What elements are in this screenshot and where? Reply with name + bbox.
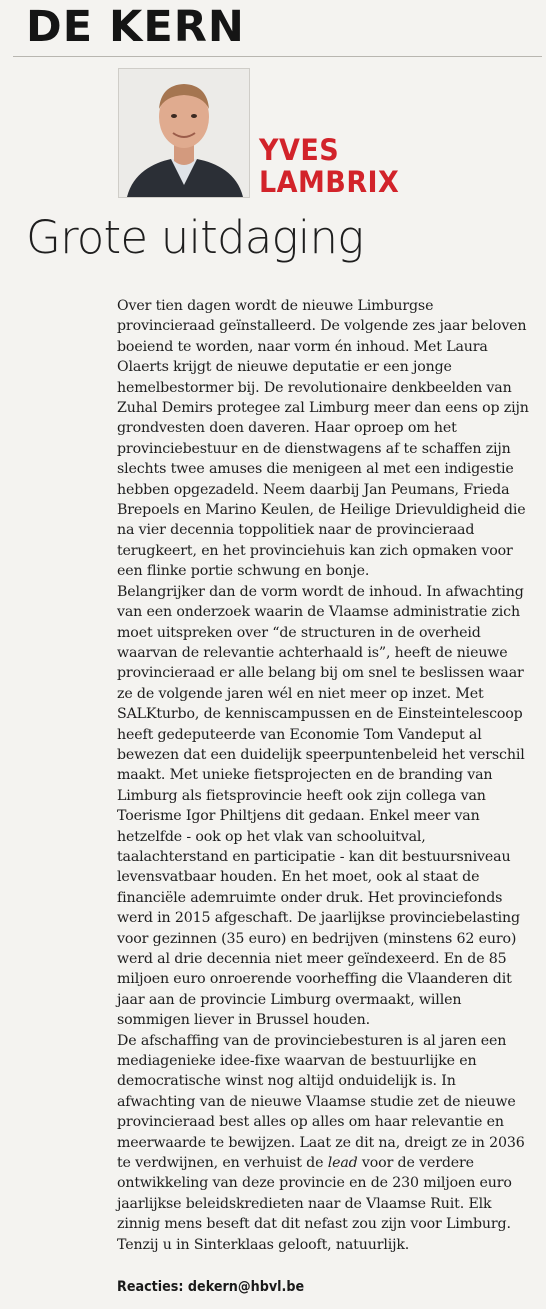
author-byline	[259, 134, 399, 198]
article-paragraph	[117, 1031, 532, 1255]
article-headline: Grote uitdaging	[26, 211, 364, 264]
paragraph-text: De afschaffing van de provinciebesturen is al jaren een mediagenieke idee-fixe waarvan de bestuurlijke en democratische winst nog altijd onduidelijk is. In afwachting van de nieuwe Vlaamse studie zet de nieuwe provincieraad best alles op alles om haar relevantie en meerwaarde te bewijzen. Laat ze dit na, dreigt ze in 2036 te verdwijnen, en verhuist de	[117, 1032, 525, 1172]
contact-email[interactable]: Reacties: dekern@hbvl.be	[117, 1279, 305, 1295]
article-paragraph: Over tien dagen wordt de nieuwe Limburgse provincieraad geïnstalleerd. De volgende zes jaar beloven boeiend te worden, naar vorm én inhoud. Met Laura Olaerts krijgt de nieuwe deputatie er een jonge hemelbestormer bij. De revolutionaire denkbeelden van Zuhal Demirs protegee zal Limburg meer dan eens op zijn grondvesten doen daveren. Haar oproep om het provinciebestuur en de dienstwagens af te schaffen zijn slechts twee amuses die menigeen al met een indigestie hebben opgezadeld. Neem daarbij Jan Peumans, Frieda Brepoels en Marino Keulen, de Heilige Drievuldigheid die na vier decennia toppolitiek naar de provincieraad terugkeert, en het provinciehuis kan zich opmaken voor een flinke portie schwung en bonje.	[117, 298, 529, 580]
author-portrait-image	[119, 69, 249, 197]
author-first-name: YVES	[259, 133, 340, 167]
header-divider	[13, 56, 542, 57]
italic-lead-word: lead	[327, 1155, 358, 1172]
author-photo	[118, 68, 250, 198]
article-body	[117, 296, 532, 1255]
paragraph-text: voor de verdere ontwikkeling van deze provincie en de 230 miljoen euro jaarlijkse beleidskredieten naar de Vlaamse Ruit. Elk zinnig mens beseft dat dit nefast zou zijn voor Limburg. Tenzij u in Sinterklaas gelooft, natuurlijk.	[117, 1155, 512, 1253]
author-last-name: LAMBRIX	[259, 165, 400, 199]
column-title: DE KERN	[26, 2, 245, 52]
article-paragraph: Belangrijker dan de vorm wordt de inhoud. In afwachting van een onderzoek waarin de Vlaamse administratie zich moet uitspreken over “de structuren in de overheid waarvan de relevantie achterhaald is”, heeft de nieuwe provincieraad er alle belang bij om snel te beslissen waar ze de volgende jaren wél en niet meer op inzet. Met SALKturbo, de kenniscampussen en de Einsteintelescoop heeft gedeputeerde van Economie Tom Vandeput al bewezen dat een duidelijk speerpuntenbeleid het verschil maakt. Met unieke fietsprojecten en de branding van Limburg als fietsprovincie heeft ook zijn collega van Toerisme Igor Philtjens dit gedaan. Enkel meer van hetzelfde - ook op het vlak van schooluitval, taalachterstand en participatie - kan dit bestuursniveau levensvatbaar houden. En het moet, ook al staat de financiële ademruimte onder druk. Het provinciefonds werd in 2015 afgeschaft. De jaarlijkse provinciebelasting voor gezinnen (35 euro) en bedrijven (minstens 62 euro) werd al drie decennia niet meer geïndexeerd. En de 85 miljoen euro onroerende voorheffing die Vlaanderen dit jaar aan de provincie Limburg overmaakt, willen sommigen liever in Brussel houden.	[117, 583, 525, 1029]
